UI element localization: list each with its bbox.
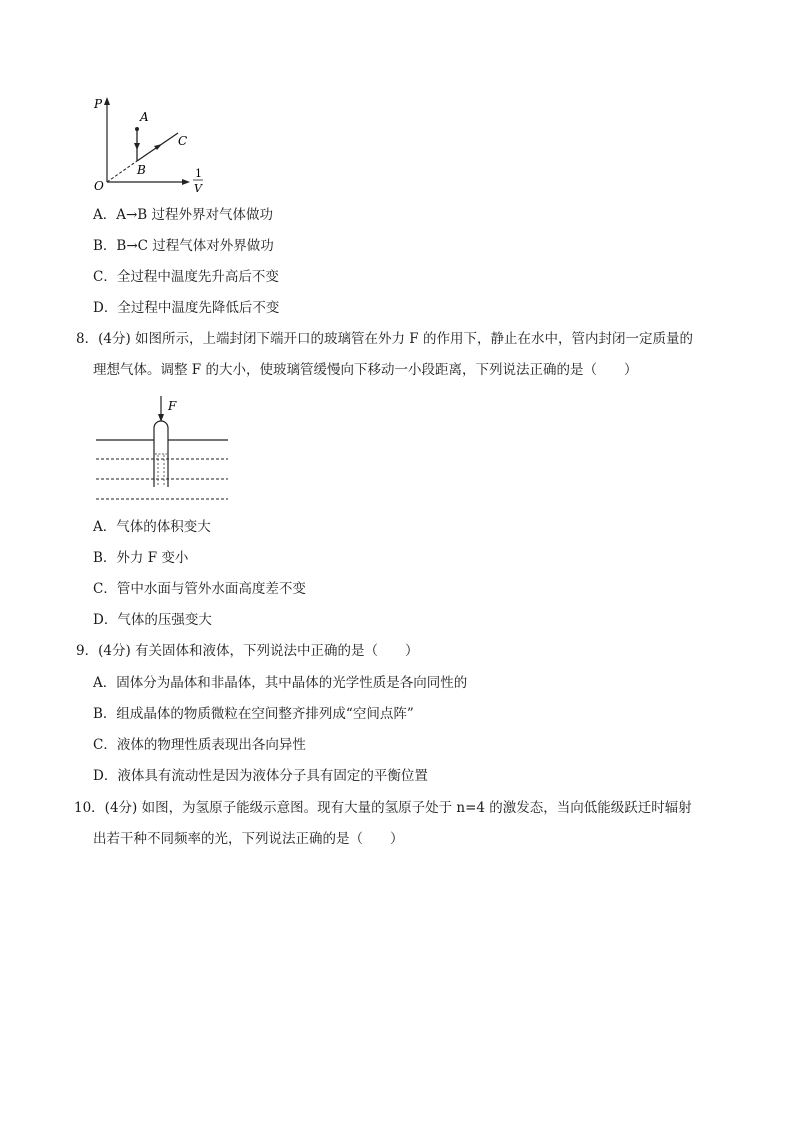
label-o: O: [94, 179, 104, 193]
q9-option-c: C．液体的物理性质表现出各向异性: [93, 737, 306, 753]
glass-tube-figure: [92, 392, 232, 507]
label-a: A: [140, 110, 149, 124]
label-x-denominator: V: [194, 182, 202, 195]
q8-option-a: A．气体的体积变大: [93, 519, 211, 535]
q8-stem-line1: 8．(4分) 如图所示，上端封闭下端开口的玻璃管在外力 F 的作用下，静止在水中，管内封闭一定质量的: [76, 331, 693, 347]
q8-option-d: D．气体的压强变大: [93, 612, 212, 628]
q9-stem: 9．(4分) 有关固体和液体，下列说法中正确的是（ ）: [76, 643, 419, 659]
q7-option-b: B．B→C 过程气体对外界做功: [93, 238, 274, 254]
ab-arrow: [134, 143, 140, 150]
q7-option-c: C．全过程中温度先升高后不变: [93, 269, 279, 285]
q10-stem-line1: 10．(4分) 如图，为氢原子能级示意图。现有大量的氢原子处于 n=4 的激发态，当向低能级跃迁时辐射: [74, 800, 692, 816]
label-p: P: [94, 97, 103, 111]
label-x-numerator: 1: [195, 167, 202, 180]
q7-option-d: D．全过程中温度先降低后不变: [93, 300, 280, 316]
point-a: [135, 127, 139, 131]
pv-graph-figure: [88, 92, 213, 197]
q10-stem-line2: 出若干种不同频率的光，下列说法正确的是（ ）: [93, 831, 404, 847]
label-b: B: [137, 163, 146, 177]
force-label: F: [168, 399, 177, 413]
p-axis-arrow: [104, 97, 110, 105]
x-axis-arrow: [182, 179, 190, 185]
q9-option-d: D．液体具有流动性是因为液体分子具有固定的平衡位置: [93, 768, 428, 784]
q9-option-a: A．固体分为晶体和非晶体，其中晶体的光学性质是各向同性的: [93, 675, 468, 691]
q8-option-b: B．外力 F 变小: [93, 550, 189, 566]
q7-option-a: A．A→B 过程外界对气体做功: [93, 207, 274, 223]
q8-option-c: C．管中水面与管外水面高度差不变: [93, 581, 306, 597]
dashed-extension: [107, 161, 137, 182]
q8-stem-line2: 理想气体。调整 F 的大小，使玻璃管缓慢向下移动一小段距离，下列说法正确的是（ ）: [93, 362, 638, 378]
label-c: C: [178, 134, 188, 148]
q9-option-b: B．组成晶体的物质微粒在空间整齐排列成“空间点阵”: [93, 706, 414, 722]
